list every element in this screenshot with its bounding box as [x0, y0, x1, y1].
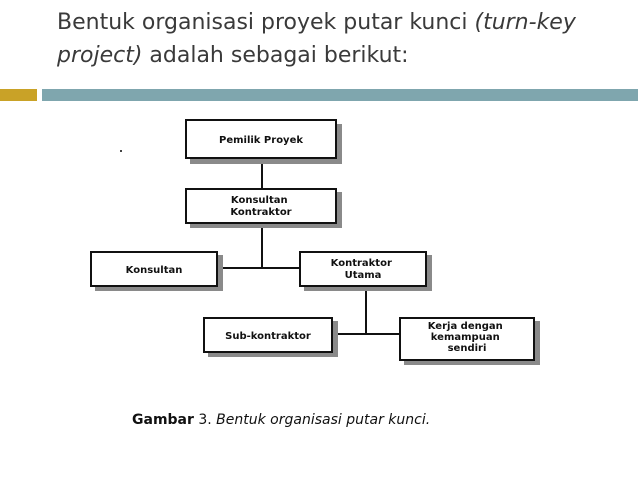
title-italic-term: (turn-key project) — [57, 10, 576, 68]
label-konsultan: Konsultan — [125, 265, 183, 276]
label-pemilik-proyek: Pemilik Proyek — [218, 135, 304, 146]
title-part-2: adalah sebagai berikut: — [142, 43, 409, 68]
caption-label: Gambar — [132, 412, 194, 428]
label-kerja-sendiri: Kerja dengan kemampuan sendiri — [427, 321, 503, 354]
figure-caption — [132, 412, 430, 428]
label-sub-kontraktor: Sub-kontraktor — [225, 331, 311, 342]
caption-number: 3. — [193, 412, 217, 428]
title-part-1: Bentuk organisasi proyek putar kunci — [57, 10, 475, 35]
caption-text: Bentuk organisasi putar kunci. — [216, 412, 431, 428]
label-konsultan-kontraktor: Konsultan Kontraktor — [230, 195, 292, 218]
label-kontraktor-utama: Kontraktor Utama — [330, 258, 392, 281]
